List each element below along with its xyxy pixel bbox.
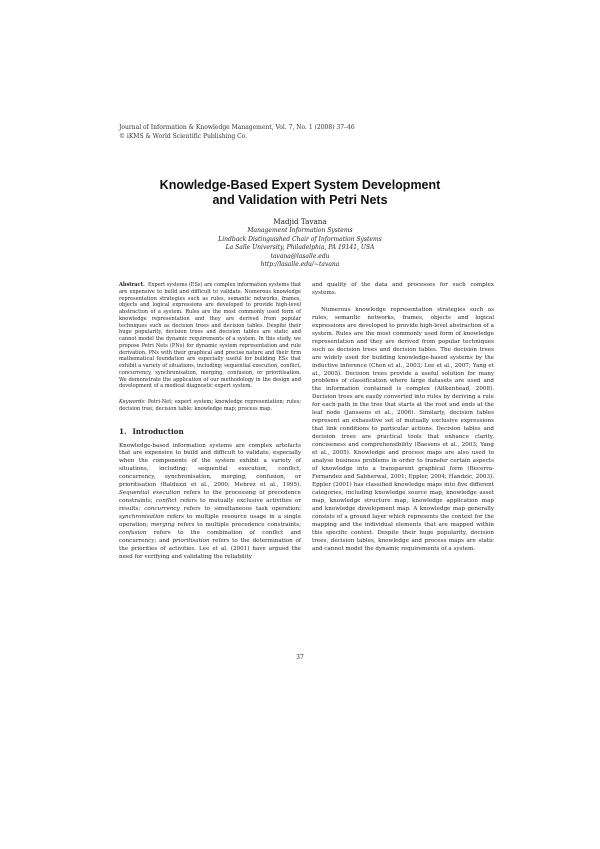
keywords-label: Keywords: <box>119 399 146 405</box>
author-block <box>100 216 500 270</box>
author-affiliation-1: Management Information Systems <box>247 227 353 234</box>
intro-text-e: refers to multiple resource usage in a single operation; <box>119 514 301 529</box>
paper-title <box>100 178 500 208</box>
section-title: Introduction <box>132 426 184 436</box>
title-line-1: Knowledge-Based Expert System Development <box>159 178 441 192</box>
author-affiliation-2: Lindback Distinguished Chair of Information Systems <box>218 235 382 243</box>
term-concurrency: concurrency <box>144 506 180 513</box>
author-email: tavana@lasalle.edu <box>270 252 330 260</box>
abstract-label: Abstract. <box>119 282 145 288</box>
intro-text-d: refers to simultaneous task operation; <box>179 506 301 513</box>
term-confusion: confusion <box>119 529 147 536</box>
term-sequential-execution: Sequential execution <box>119 490 181 497</box>
intro-text-f: refers to multiple precedence constraints; <box>174 522 301 529</box>
keywords-text: Petri-Net; expert system; knowledge representation; rules; decision tree; decision table; knowledge map; process map. <box>119 399 301 412</box>
section-heading-introduction <box>119 427 301 436</box>
intro-paragraph-1-continued: and quality of the data and processes for such complex systems. <box>312 282 494 296</box>
author-url: http://lasalle.edu/∼tavana <box>260 261 340 269</box>
abstract-text: Expert systems (ESs) are complex information systems that are expensive to build and difficult to validate. Numerous knowledge representation strategies such as rules, semantic networks, frames, objects and logical expressions are developed to provide high-level abstraction of a system. Rules are the most commonly used form of knowledge representation and they are derived from popular techniques such as decision trees and decision tables. Despite their huge popularity, decision trees and decision tables are static and cannot model the dynamic requirements of a system. In this study, we propose Petri Nets (PNs) for dynamic system representation and rule derivation. PNs with their graphical and precise nature and their firm mathematical foundation are especially useful for building ESs that exhibit a variety of situations, including; sequential execution, conflict, concurrency, synchronisation, merging, confusion, or prioritisation. We demonstrate the application of our methodology in the design and development of a medical diagnostic expert system. <box>119 282 301 390</box>
intro-text-c: refers to mutually exclusive activities or results; <box>119 498 302 513</box>
intro-paragraph-2: Numerous knowledge representation strategies such as rules, semantic networks, frames, objects and logical expressions are developed to provide high-level abstraction of a system. Rules are the most commonly used form of knowledge representation and they are derived from popular techniques such as decision trees and decision tables. The decision trees are widely used for building knowledge-based systems by the inductive inference (Chen et al., 2003; Lee et al., 2007; Yang et al., 2005). Decision trees provide a useful solution for many problems of classification where large datasets are used and the information contained is complex (Aitkenhead, 2008). Decision trees are easily converted into rules by deriving a rule for each path in the tree that starts at the root and ends at the leaf node (Janssens et al., 2006). Similarly, decision tables represent an exhaustive set of mutually exclusive expressions that link conditions to particular actions. Decision tables and decision trees are practical tools that enhance clarity, conciseness and comprehensibility (Baesens et al., 2003; Yang et al., 2005). Knowledge and process maps are also used to analyse business problems in order to transfer certain aspects of knowledge into a transparent graphical form (Becerra-Fernandez and Sabherwal, 2001; Eppler, 2004; Handzic, 2003). Eppler (2001) has classified knowledge maps into five different categories, including knowledge source map, knowledge asset map, knowledge structure map, knowledge application map and knowledge development map. A knowledge map generally consists of a ground layer which represents the context for the mapping and the individual elements that are mapped within this specific context. Despite their huge popularity, decision trees, decision tables, knowledge and process maps are static and cannot model the dynamic requirements of a system. <box>312 306 494 552</box>
author-affiliation-3: La Salle University, Philadelphia, PA 19141, USA <box>225 244 375 252</box>
journal-header <box>119 124 479 141</box>
page-number: 37 <box>296 654 304 661</box>
intro-text-g: refers to the combination of conflict and concurrency; and <box>119 529 301 544</box>
journal-citation: Journal of Information & Knowledge Management, Vol. 7, No. 1 (2008) 37–46 <box>119 124 355 131</box>
left-column <box>119 282 301 562</box>
intro-paragraph-1 <box>119 443 301 562</box>
abstract <box>119 282 301 390</box>
author-name: Madjid Tavana <box>273 217 327 226</box>
term-merging: merging <box>150 522 175 529</box>
title-line-2: and Validation with Petri Nets <box>212 193 388 207</box>
intro-text-b: refers to the processing of precedence constraints; <box>119 490 301 505</box>
copyright-notice: © iKMS & World Scientific Publishing Co. <box>119 132 248 140</box>
term-prioritisation: prioritisation <box>172 537 210 544</box>
keywords <box>119 399 301 413</box>
term-conflict: conflict <box>155 498 177 505</box>
intro-text-h: refers to the determination of the priorities of activities. Lee et al. (2001) have argued the need for verifying and validating the reliability <box>119 537 301 560</box>
section-number: 1. <box>119 426 127 436</box>
intro-text-a: Knowledge-based information systems are complex artefacts that are expensive to build and difficult to validate, especially when the components of the system exhibit a variety of situations, including; sequential execution, conflict, concurrency, synchronisation, merging, confusion, or prioritisation (Balduzzi et al., 2000; Mehrez et al., 1995). <box>119 442 301 489</box>
right-column <box>312 282 494 553</box>
term-synchronisation: synchronisation <box>119 514 165 521</box>
